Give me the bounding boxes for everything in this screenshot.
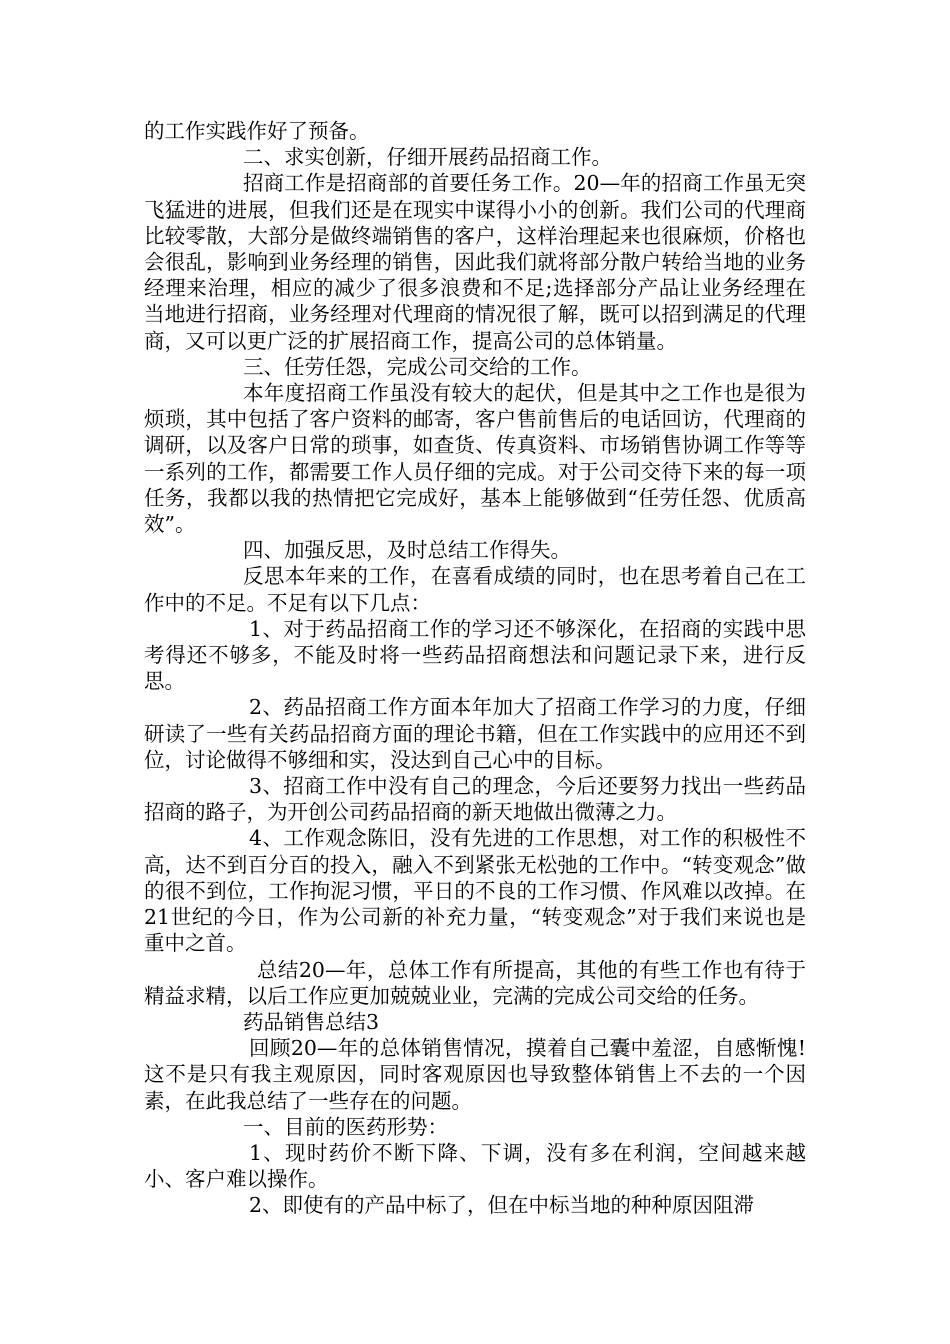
- section-heading-3: 三、任劳任怨，完成公司交给的工作。: [243, 354, 592, 379]
- paragraph-review: 回顾20—年的总体销售情况，摸着自己囊中羞涩，自感惭愧!这不是只有我主观原因，同时客观原因也导致整体销售上不去的一个因素，在此我总结了一些存在的问题。: [144, 1036, 806, 1113]
- situation-item-1: 1、现时药价不断下降、下调，没有多在利润，空间越来越小、客户难以操作。: [144, 1140, 806, 1192]
- list-item-3: 3、招商工作中没有自己的理念，今后还要努力找出一些药品招商的路子，为开创公司药品招商的新天地做出微薄之力。: [144, 774, 806, 825]
- list-item-4: 4、工作观念陈旧，没有先进的工作思想，对工作的积极性不高，达不到百分百的投入，融入不到紧张无松弛的工作中。“转变观念”做的很不到位，工作拘泥习惯，平日的不良的工作习惯、作风难以改掉。在21世纪的今日，作为公司新的补充力量，“转变观念”对于我们来说也是重中之首。: [144, 826, 806, 956]
- list-item-1: 1、对于药品招商工作的学习还不够深化，在招商的实践中思考得还不够多，不能及时将一些药品招商想法和问题记录下来，进行反思。: [144, 616, 806, 694]
- section-title-summary-3: 药品销售总结3: [243, 1009, 380, 1034]
- section-heading-1: 一、目前的医药形势：: [243, 1114, 448, 1139]
- situation-item-2: 2、即使有的产品中标了，但在中标当地的种种原因阻滞: [249, 1193, 755, 1218]
- paragraph-continuation: 的工作实践作好了预备。: [144, 119, 370, 143]
- section-heading-2: 二、求实创新，仔细开展药品招商工作。: [243, 145, 612, 170]
- paragraph-summary: 总结20—年，总体工作有所提高，其他的有些工作也有待于精益求精，以后工作应更加兢兢业业，完满的完成公司交给的任务。: [144, 957, 806, 1008]
- paragraph-annual-work: 本年度招商工作虽没有较大的起伏，但是其中之工作也是很为烦琐，其中包括了客户资料的邮寄，客户售前售后的电话回访，代理商的调研，以及客户日常的琐事，如查货、传真资料、市场销售协调工作等等一系列的工作，都需要工作人员仔细的完成。对于公司交待下来的每一项任务，我都以我的热情把它完成好，基本上能够做到“任劳任怨、优质高效”。: [144, 381, 806, 537]
- paragraph-recruitment: 招商工作是招商部的首要任务工作。20—年的招商工作虽无突飞猛进的进展，但我们还是在现实中谋得小小的创新。我们公司的代理商比较零散，大部分是做终端销售的客户，这样治理起来也很麻烦，价格也会很乱，影响到业务经理的销售，因此我们就将部分散户转给当地的业务经理来治理，相应的减少了很多浪费和不足;选择部分产品让业务经理在当地进行招商，业务经理对代理商的情况很了解，既可以招到满足的代理商，又可以更广泛的扩展招商工作，提高公司的总体销量。: [144, 171, 806, 353]
- section-heading-4: 四、加强反思，及时总结工作得失。: [243, 538, 571, 563]
- list-item-2: 2、药品招商工作方面本年加大了招商工作学习的力度，仔细研读了一些有关药品招商方面的理论书籍，但在工作实践中的应用还不到位，讨论做得不够细和实，没达到自己心中的目标。: [144, 695, 806, 772]
- document-page: [144, 118, 806, 1219]
- paragraph-reflection: 反思本年来的工作，在喜看成绩的同时，也在思考着自己在工作中的不足。不足有以下几点：: [144, 564, 806, 615]
